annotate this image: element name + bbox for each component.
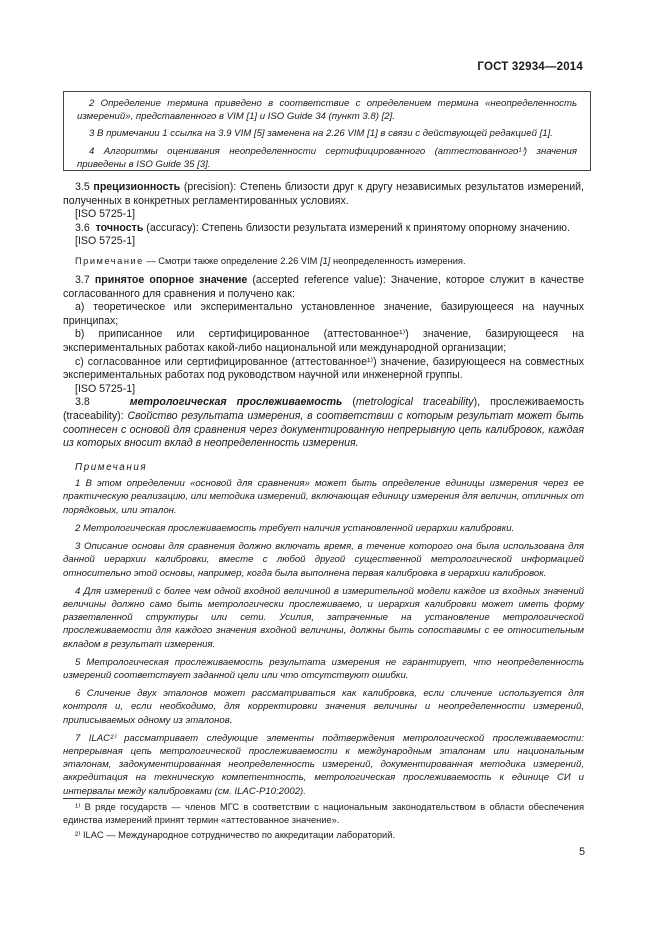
page-number: 5 — [579, 846, 585, 858]
ref-3-5: [ISO 5725-1] — [75, 208, 136, 221]
note-4: 4 Для измерений с более чем одной входной величиной в измерительной модели каждое из входных значений величины должно само быть метрологически прослеживаемо, и иерархия калибровки может иметь форму разветвленной структуры или сети. Усилия, затраченные на установление метрологической прослеживаемости для каждого значения входной величины, должны быть сопоставимы с ее относительным вкладом в результат измерения. — [63, 585, 584, 650]
item-b: b) приписанное или сертифицированное (аттестованное¹⁾) значение, базирующееся на экспериментальных работах какой-либо национальной или международной организации; — [63, 328, 584, 354]
document-code: ГОСТ 32934—2014 — [477, 61, 583, 73]
ref-3-6: [ISO 5725-1] — [75, 235, 136, 248]
box-note-3: 3 В примечании 1 ссылка на 3.9 VIM [5] заменена на 2.26 VIM [1] в связи с действующей редакцией [1]. — [89, 128, 553, 140]
term-3-6: 3.6 точность (accuracy): Степень близости результата измерений к принятому опорному значению. — [75, 221, 570, 234]
notes-section — [63, 461, 584, 798]
item-a: a) теоретическое или экспериментально установленное значение, базирующееся на научных принципах; — [63, 301, 584, 327]
footnote-divider — [63, 798, 143, 799]
note-2: 2 Метрологическая прослеживаемость требует наличия установленной иерархии калибровки. — [75, 522, 515, 534]
box-note-4: 4 Алгоритмы оценивания неопределенности сертифицированного (аттестованного¹⁾) значения приведены в ISO Guide 35 [3]. — [77, 145, 577, 170]
term-3-7: 3.7 принятое опорное значение (accepted reference value): Значение, которое служит в качестве согласованного для сравнения и получено как: — [63, 273, 584, 300]
note-1: 1 В этом определении «основой для сравнения» может быть определение единицы измерения через ее практическую реализацию, или методика измерений, включающая единицу измерения для величин, отличных от порядковых, или эталон. — [63, 478, 584, 516]
footnote-1: ¹⁾ В ряде государств — членов МГС в соответствии с национальным законодательством в области обеспечения единства измерений принят термин «аттестованное значение». — [63, 802, 584, 825]
term-3-8: 3.8 метрологическая прослеживаемость (metrological traceability), прослеживаемость (traceability): Свойство результата измерения, в соответствии с которым результат может быть соотнесен с основой для сравнения через документированную непрерывную цепь калибровок, каждая из которых вносит вклад в неопределенность измерения. — [63, 396, 584, 450]
note-5: 5 Метрологическая прослеживаемость результата измерения не гарантирует, что неопределенность измерений соответствует заданной цели или что отсутствуют ошибки. — [63, 656, 584, 681]
item-c: c) согласованное или сертифицированное (аттестованное¹⁾) значение, базирующееся на совместных экспериментальных работах под руководством научной или инженерной группы. — [63, 355, 584, 382]
term-3-5: 3.5 прецизионность (precision): Степень близости друг к другу независимых результатов измерений, полученных в конкретных регламентированных условиях. — [63, 181, 584, 207]
note-6: 6 Сличение двух эталонов может рассматриваться как калибровка, если сличение используется для контроля и, если необходимо, для корректировки значения величины и неопределенности измерений, приписываемых одному из эталонов. — [63, 688, 584, 726]
note-3-6: Примечание — Смотри также определение 2.26 VIM [1] неопределенность измерения. — [75, 255, 466, 266]
note-7: 7 ILAC²⁾ рассматривает следующие элементы подтверждения метрологической прослеживаемости: непрерывная цепь метрологической прослеживаемости к международным эталонам или национальным эталонам, задокументированная неопределенность измерений, документированная методика измерений, аккредитация на техническую компетентность, метрологическая прослеживаемость к единице СИ и интервалы между калибровками (см. ILAC-P10:2002). — [63, 732, 584, 797]
notes-title: Примечания — [75, 461, 148, 473]
footnote-2: ²⁾ ILAC — Международное сотрудничество по аккредитации лабораторий. — [75, 830, 396, 840]
main-text — [63, 181, 584, 803]
note-3: 3 Описание основы для сравнения должно включать время, в течение которого она была использована для данной иерархии калибровки, вместе с любой другой существенной метрологической информацией относительно этой основы, например, когда была выполнена первая калибровка в иерархии калибровок. — [63, 541, 584, 579]
box-note-2: 2 Определение термина приведено в соответствие с определением термина «неопределенность измерений», представленного в VIM [1] и ISO Guide 34 (пункт 3.8) [2]. — [77, 98, 577, 123]
ref-3-7: [ISO 5725-1] — [75, 382, 136, 395]
notes-box — [63, 91, 591, 171]
